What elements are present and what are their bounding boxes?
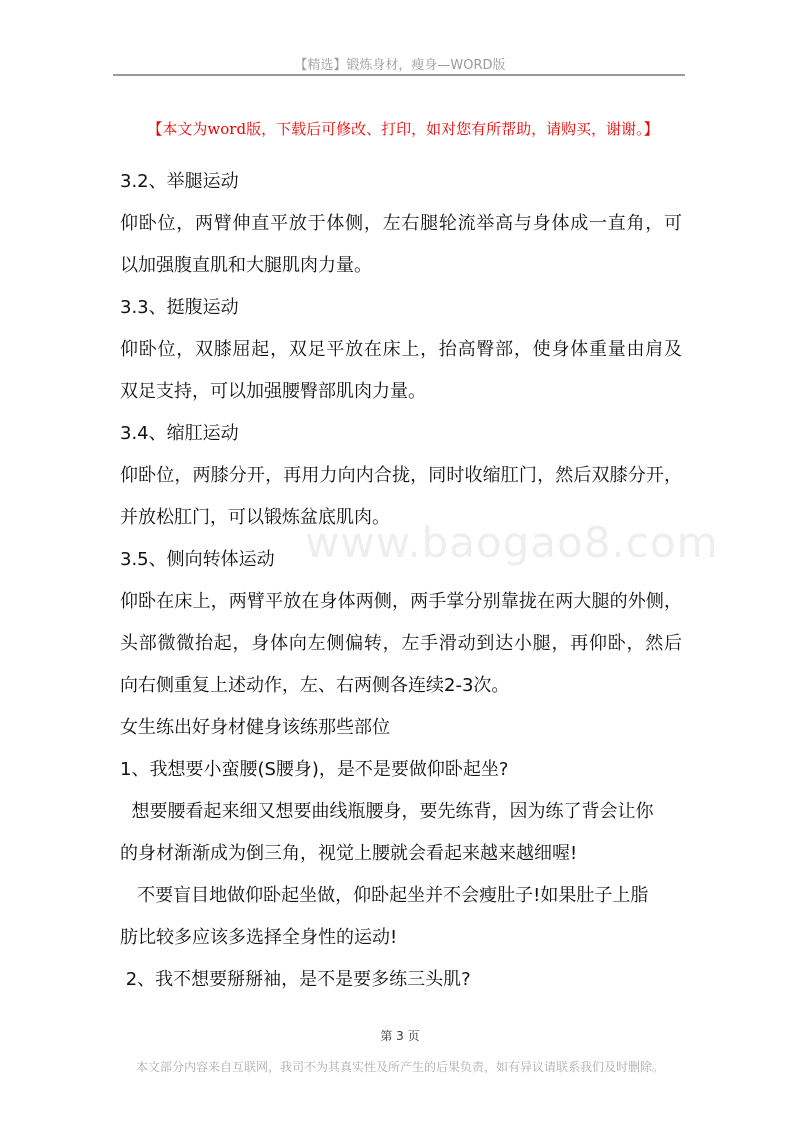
heading: 女生练出好身材健身该练那些部位 — [120, 717, 390, 738]
purchase-notice: 【本文为word版，下载后可修改、打印，如对您有所帮助，请购买，谢谢。】 — [147, 120, 659, 138]
text-line: 想要腰看起来细又想要曲线瓶腰身，要先练背，因为练了背会让你 — [120, 801, 654, 822]
text-line: 头部微微抬起，身体向左侧偏转，左手滑动到达小腿，再仰卧，然后 — [120, 633, 682, 654]
watermark: www.baogao8.com — [305, 518, 719, 567]
text-line: 仰卧在床上，两臂平放在身体两侧，两手掌分别靠拢在两大腿的外侧， — [120, 591, 682, 612]
text-line: 的身材渐渐成为倒三角，视觉上腰就会看起来越来越细喔! — [120, 843, 578, 864]
text-line: 不要盲目地做仰卧起坐做，仰卧起坐并不会瘦肚子!如果肚子上脂 — [120, 885, 649, 906]
text-line: 向右侧重复上述动作，左、右两侧各连续2-3次。 — [120, 675, 510, 696]
heading: 3.2、举腿运动 — [120, 171, 239, 192]
heading: 3.3、挺腹运动 — [120, 297, 239, 318]
text-line: 并放松肛门，可以锻炼盆底肌肉。 — [120, 507, 390, 528]
text-line: 仰卧位，两膝分开，再用力向内合拢，同时收缩肛门，然后双膝分开， — [120, 465, 682, 486]
page-footer: 本文部分内容来自互联网，我司不为其真实性及所产生的后果负责，如有异议请联系我们及时删除。 — [135, 1060, 664, 1074]
header-divider — [113, 74, 685, 76]
heading: 3.4、缩肛运动 — [120, 423, 239, 444]
heading: 3.5、侧向转体运动 — [120, 549, 275, 570]
text-line: 以加强腹直肌和大腿肌肉力量。 — [120, 255, 372, 276]
text-line: 仰卧位，双膝屈起，双足平放在床上，抬高臀部，使身体重量由肩及 — [120, 339, 682, 360]
page-header: 【精选】锻炼身材，瘦身—WORD版 — [294, 58, 506, 73]
text-line: 双足支持，可以加强腰臀部肌肉力量。 — [120, 381, 426, 402]
text-line: 仰卧位，两臂伸直平放于体侧，左右腿轮流举高与身体成一直角，可 — [120, 213, 682, 234]
document-body — [120, 168, 682, 1008]
heading: 2、我不想要掰掰袖，是不是要多练三头肌? — [120, 969, 471, 990]
heading: 1、我想要小蛮腰(S腰身)，是不是要做仰卧起坐? — [120, 759, 509, 780]
page-number: 第 3 页 — [380, 1029, 420, 1043]
text-line: 肪比较多应该多选择全身性的运动! — [120, 927, 398, 948]
